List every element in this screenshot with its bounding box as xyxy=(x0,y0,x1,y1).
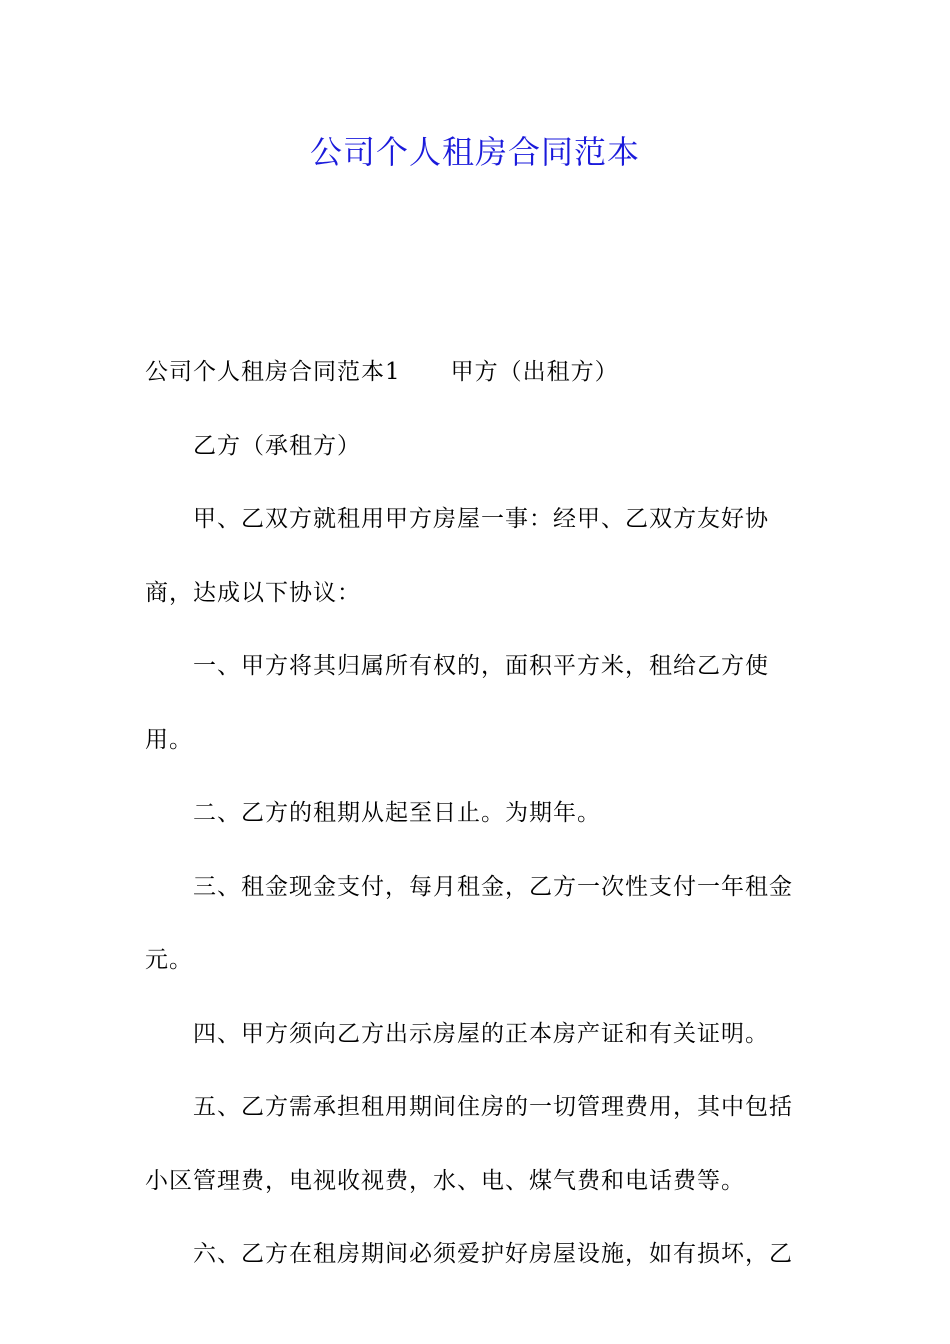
document-body xyxy=(145,336,810,1292)
clause-4: 四、甲方须向乙方出示房屋的正本房产证和有关证明。 xyxy=(193,1020,769,1047)
clause-1: 一、甲方将其归属所有权的，面积平方米，租给乙方使用。 xyxy=(145,653,769,753)
document-title: 公司个人租房合同范本 xyxy=(309,133,640,171)
clause-6: 六、乙方在租房期间必须爱护好房屋设施，如有损坏，乙 xyxy=(193,1241,793,1267)
party-a-label: 甲方（出租方） xyxy=(450,359,619,385)
clause-3: 三、租金现金支付，每月租金，乙方一次性支付一年租金元。 xyxy=(145,873,793,973)
heading-line xyxy=(145,336,810,410)
clause-2: 二、乙方的租期从起至日止。为期年。 xyxy=(193,800,601,826)
clause-5: 五、乙方需承担租用期间住房的一切管理费用，其中包括小区管理费，电视收视费，水、电、煤气费和电话费等。 xyxy=(145,1094,793,1194)
party-b-label: 乙方（承租方） xyxy=(193,432,361,459)
section-title: 公司个人租房合同范本1 xyxy=(145,359,401,385)
intro-paragraph: 甲、乙双方就租用甲方房屋一事：经甲、乙双方友好协商，达成以下协议： xyxy=(145,506,769,606)
